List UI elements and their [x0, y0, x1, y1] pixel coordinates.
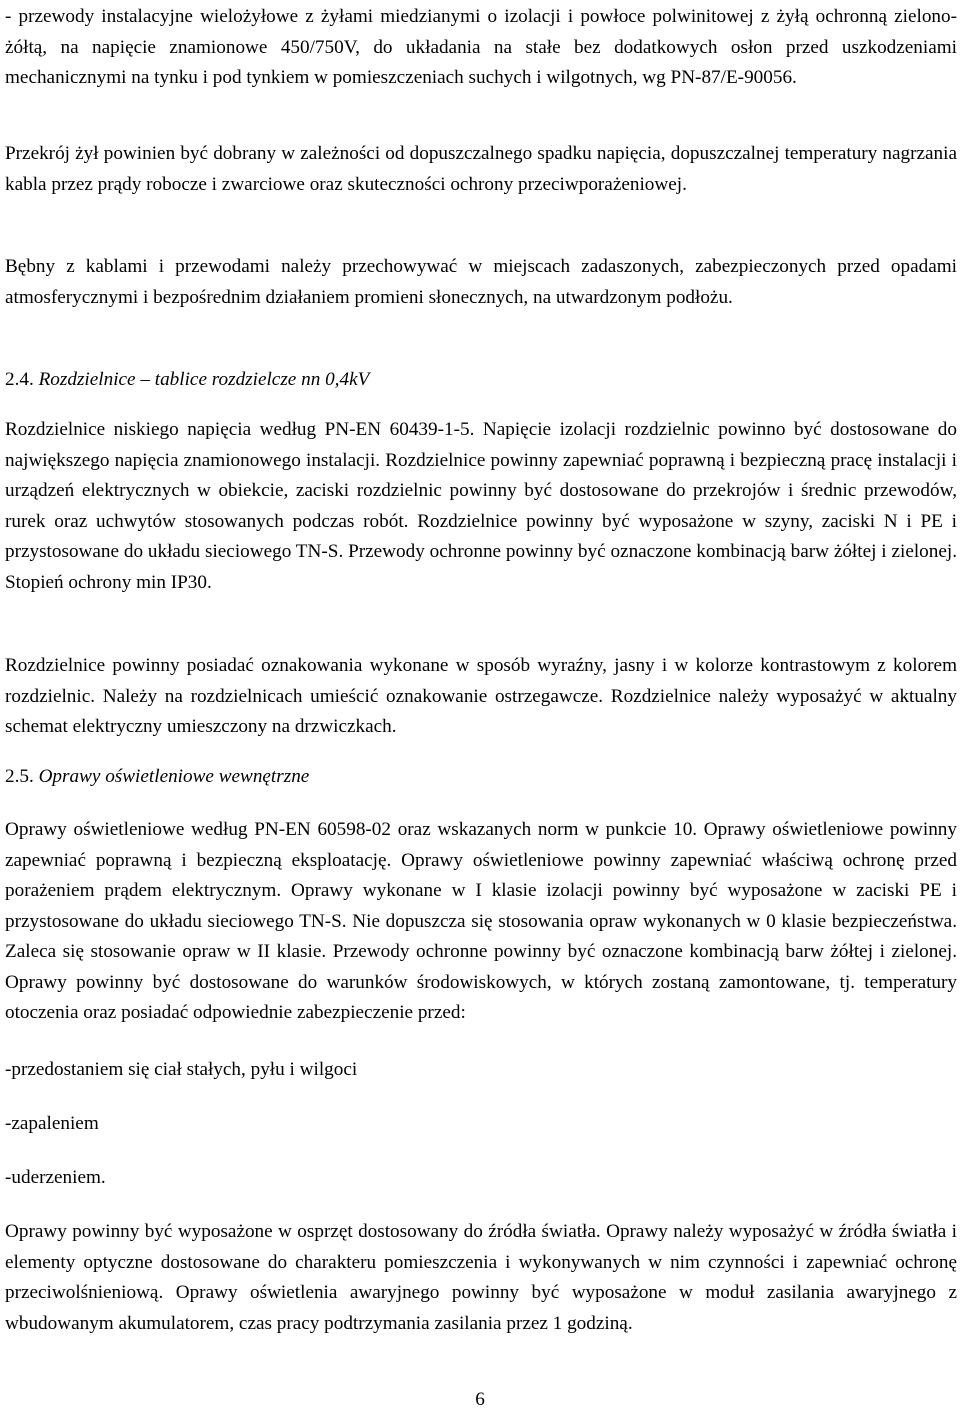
section-number: 2.4.	[5, 369, 34, 390]
section-heading-2-4	[5, 365, 369, 396]
section-title: Oprawy oświetleniowe wewnętrzne	[38, 766, 310, 787]
paragraph-switchboards: Rozdzielnice niskiego napięcia według PN-EN 60439-1-5. Napięcie izolacji rozdzielnic powinno być dostosowane do największego napięcia znamionowego instalacji. Rozdzielnice powinny zapewniać poprawną i bezpieczną pracę instalacji i urządzeń elektrycznych w obiekcie, zaciski rozdzielnic powinny być dostosowane do przekrojów i średnic przewodów, rurek oraz uchwytów stosowanych podczas robót. Rozdzielnice powinny być wyposażone w szyny, zaciski N i PE i przystosowane do układu sieciowego TN-S. Przewody ochronne powinny być oznaczone kombinacją barw żółtej i zielonej. Stopień ochrony min IP30.	[5, 419, 957, 593]
paragraph-luminaire-equipment: Oprawy powinny być wyposażone w osprzęt dostosowany do źródła światła. Oprawy należy wyposażyć w źródła światła i elementy optyczne dostosowane do charakteru pomieszczenia i wykonywanych w nim czynności i zapewniać ochronę przeciwolśnieniową. Oprawy oświetlenia awaryjnego powinny być wyposażone w moduł zasilania awaryjnego z wbudowanym akumulatorem, czas pracy podtrzymania zasilania przez 1 godziną.	[5, 1221, 957, 1334]
page-number: 6	[475, 1389, 485, 1410]
list-item-protection-impact: -uderzeniem.	[5, 1167, 106, 1188]
list-item-protection-dust: -przedostaniem się ciał stałych, pyłu i wilgoci	[5, 1059, 358, 1080]
paragraph-cable-spec: - przewody instalacyjne wielożyłowe z żyłami miedzianymi o izolacji i powłoce polwinitowej z żyłą ochronną zielono-żółtą, na napięcie znamionowe 450/750V, do układania na stałe bez dodatkowych osłon przed uszkodzeniami mechanicznymi na tynku i pod tynkiem w pomieszczeniach suchych i wilgotnych, wg PN-87/E-90056.	[5, 6, 957, 88]
list-item-protection-ignition: -zapaleniem	[5, 1113, 99, 1134]
paragraph-cable-drum-storage: Bębny z kablami i przewodami należy przechowywać w miejscach zadaszonych, zabezpieczonych przed opadami atmosferycznymi i bezpośrednim działaniem promieni słonecznych, na utwardzonym podłożu.	[5, 256, 957, 308]
paragraph-luminaires: Oprawy oświetleniowe według PN-EN 60598-02 oraz wskazanych norm w punkcie 10. Oprawy oświetleniowe powinny zapewniać poprawną i bezpieczną eksploatację. Oprawy oświetleniowe powinny zapewniać właściwą ochronę przed porażeniem prądem elektrycznym. Oprawy wykonane w I klasie izolacji powinny być wyposażone w zaciski PE i przystosowane do układu sieciowego TN-S. Nie dopuszcza się stosowania opraw wykonanych w 0 klasie bezpieczeństwa. Zaleca się stosowanie opraw w II klasie. Przewody ochronne powinny być oznaczone kombinacją barw żółtej i zielonej. Oprawy powinny być dostosowane do warunków środowiskowych, w których zostaną zamontowane, tj. temperatury otoczenia oraz posiadać odpowiednie zabezpieczenie przed:	[5, 819, 957, 1023]
section-title: Rozdzielnice – tablice rozdzielcze nn 0,4kV	[38, 369, 370, 390]
section-heading-2-5	[5, 762, 309, 793]
paragraph-switchboard-marking: Rozdzielnice powinny posiadać oznakowania wykonane w sposób wyraźny, jasny i w kolorze kontrastowym z kolorem rozdzielnic. Należy na rozdzielnicach umieścić oznakowanie ostrzegawcze. Rozdzielnice należy wyposażyć w aktualny schemat elektryczny umieszczony na drzwiczkach.	[5, 655, 957, 737]
paragraph-conductor-cross-section: Przekrój żył powinien być dobrany w zależności od dopuszczalnego spadku napięcia, dopuszczalnej temperatury nagrzania kabla przez prądy robocze i zwarciowe oraz skuteczności ochrony przeciwporażeniowej.	[5, 143, 957, 195]
section-number: 2.5.	[5, 766, 34, 787]
